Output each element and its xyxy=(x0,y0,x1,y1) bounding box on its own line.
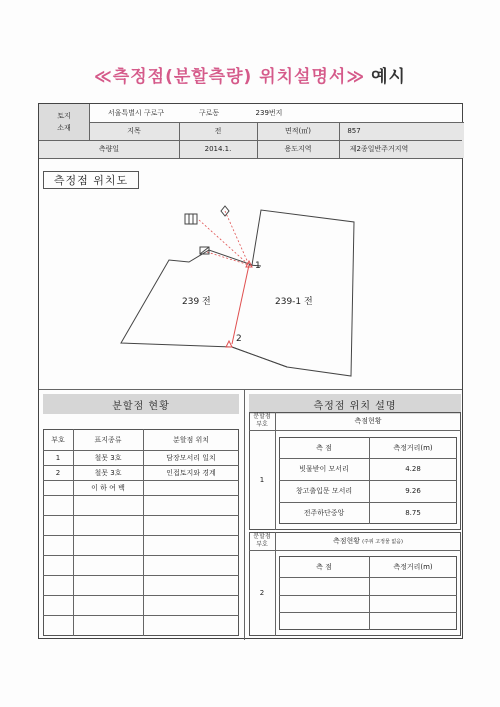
divider xyxy=(39,389,462,390)
col-dist-header: 측정거리(m) xyxy=(393,562,433,571)
col-point-header: 측 점 xyxy=(316,443,332,452)
divider xyxy=(279,612,457,613)
page-title xyxy=(0,62,500,87)
table-row-type: 철못 3호 xyxy=(94,453,122,462)
divider xyxy=(279,595,457,596)
blank-below-note: 이 하 여 백 xyxy=(91,483,125,492)
point2-label: 2 xyxy=(236,334,242,344)
survey-date-value: 2014.1. xyxy=(204,145,232,153)
col-type-header: 표지종류 xyxy=(94,435,122,444)
parcel-left-label: 239 전 xyxy=(182,297,211,307)
survey-date-label: 측량일 xyxy=(98,145,120,153)
point1-label: 1 xyxy=(255,261,261,271)
boundary-line xyxy=(232,265,249,344)
measure-point: 전주하단중앙 xyxy=(303,509,345,517)
measure-point: 창고출입문 모서리 xyxy=(295,487,353,495)
address-value: 서울특별시 구로구 xyxy=(107,109,165,117)
jimok-label: 지목 xyxy=(127,127,141,135)
point2-marker xyxy=(226,341,232,347)
area-label: 면적(㎡) xyxy=(285,127,311,135)
zone-label: 용도지역 xyxy=(284,145,312,153)
location-map xyxy=(39,158,464,388)
col-no-header: 부호 xyxy=(51,435,65,444)
col-point-header: 측 점 xyxy=(316,562,332,571)
code-label: 분할점 부호 xyxy=(253,413,271,428)
measure-point: 빗물받이 모서리 xyxy=(299,465,349,473)
status-label-2 xyxy=(275,532,461,550)
col-dist-header: 측정거리(m) xyxy=(393,443,433,452)
status-label2-text: 측점현황 xyxy=(333,537,361,545)
parcel-outline xyxy=(121,210,354,376)
code-label: 분할점 부호 xyxy=(253,533,271,548)
status-note: (주위 고정물 없음) xyxy=(362,538,403,545)
measure-dist: 4.28 xyxy=(405,465,421,473)
parcel-right-label: 239-1 전 xyxy=(275,297,313,307)
dong-value: 구로동 xyxy=(198,109,220,117)
table-row-no: 1 xyxy=(55,453,61,462)
jimok-value: 전 xyxy=(214,127,222,135)
lot-value: 239번지 xyxy=(255,109,283,117)
document-frame xyxy=(38,103,463,639)
table-row-type: 철못 3호 xyxy=(94,468,122,477)
divider xyxy=(249,430,461,431)
divider xyxy=(279,577,457,578)
divider xyxy=(249,550,461,551)
title-suffix: 예시 xyxy=(371,67,406,87)
table-row-pos: 담장모서리 일치 xyxy=(166,453,216,462)
table-row-pos: 인접토지와 경계 xyxy=(166,468,216,477)
area-value: 857 xyxy=(347,127,361,135)
measure-dist: 9.26 xyxy=(405,487,421,495)
right-section-title: 측정점 위치 설명 xyxy=(249,394,461,414)
block2-code: 2 xyxy=(259,589,265,597)
table-row-no: 2 xyxy=(55,468,61,477)
measure-line xyxy=(199,220,249,265)
title-main: ≪측정점(분할측량) 위치설명서≫ xyxy=(94,67,366,87)
zone-value: 제2종일반주거지역 xyxy=(349,145,409,153)
col-pos-header: 분할점 위치 xyxy=(172,435,210,444)
measure-dist: 8.75 xyxy=(405,509,421,517)
gate-icon xyxy=(185,214,197,224)
divider xyxy=(244,389,245,640)
map-title: 측정점 위치도 xyxy=(43,171,139,189)
status-label: 측점현황 xyxy=(354,417,382,425)
left-section-title: 분할점 현황 xyxy=(43,394,239,414)
measure-line xyxy=(207,252,249,265)
block1-code: 1 xyxy=(259,476,265,484)
land-location-label: 토지 소재 xyxy=(57,112,71,132)
